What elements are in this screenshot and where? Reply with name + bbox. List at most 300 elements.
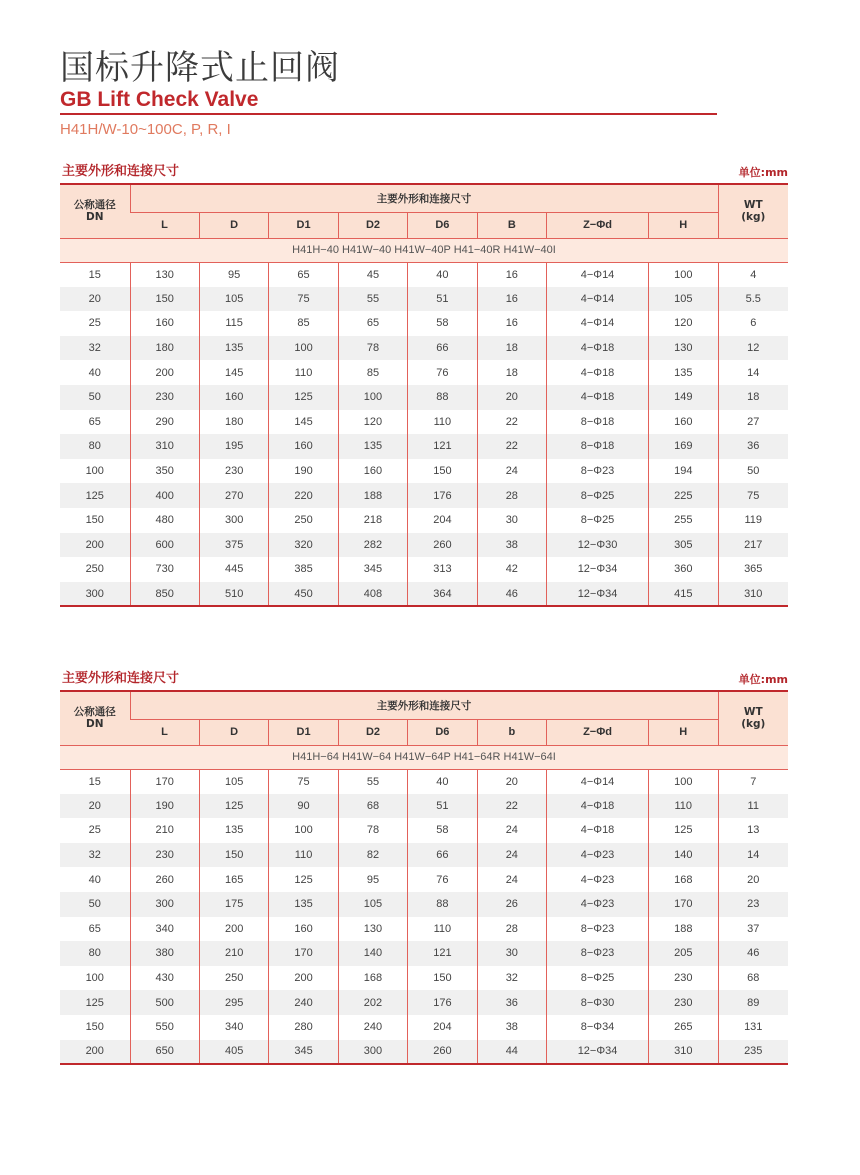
table-cell: 76	[408, 360, 477, 385]
column-header: L	[130, 212, 199, 238]
table-row	[60, 794, 788, 819]
table-cell: 140	[649, 843, 718, 868]
unit-label: 单位:mm	[738, 673, 788, 686]
table-cell: 12−Φ30	[547, 533, 649, 558]
table-cell: 149	[649, 385, 718, 410]
table-cell: 280	[269, 1015, 338, 1040]
column-header: H	[649, 212, 718, 238]
table-cell: 8−Φ25	[547, 966, 649, 991]
table-cell: 194	[649, 459, 718, 484]
table-cell: 76	[408, 867, 477, 892]
table-cell: 4−Φ14	[547, 262, 649, 287]
table-cell: 180	[199, 410, 268, 435]
model-range: H41H/W-10~100C, P, R, I	[60, 121, 231, 138]
table-cell: 265	[649, 1015, 718, 1040]
table-row	[60, 410, 788, 435]
table-cell: 313	[408, 557, 477, 582]
table-cell: 150	[85, 514, 104, 527]
table-row	[60, 508, 788, 533]
table-cell: 51	[408, 287, 477, 312]
table-cell: 4	[718, 262, 788, 287]
table-cell: 145	[269, 410, 338, 435]
table-cell: 364	[408, 582, 477, 607]
table-cell: 480	[130, 508, 199, 533]
table-cell: 170	[649, 892, 718, 917]
table-cell: 160	[338, 459, 407, 484]
table-cell: 120	[649, 311, 718, 336]
table-cell: 4−Φ23	[547, 892, 649, 917]
table-cell: 8−Φ23	[547, 941, 649, 966]
table-cell: 50	[60, 385, 130, 410]
table-cell: 32	[60, 336, 130, 361]
table-cell: 125	[60, 990, 130, 1015]
table-cell: 38	[477, 1015, 546, 1040]
table-cell: 210	[130, 818, 199, 843]
table-row	[60, 867, 788, 892]
table-cell: 100	[338, 385, 407, 410]
table-cell: 105	[199, 287, 268, 312]
table-cell: 8−Φ25	[547, 508, 649, 533]
table-cell: 100	[269, 336, 338, 361]
table-cell: 255	[649, 508, 718, 533]
table-cell: 131	[718, 1015, 788, 1040]
table-cell: 115	[199, 311, 268, 336]
table-cell: 12	[718, 336, 788, 361]
table-cell: 38	[477, 533, 546, 558]
table-cell: 150	[130, 287, 199, 312]
table-cell: 46	[718, 941, 788, 966]
table-cell: 150	[199, 843, 268, 868]
column-header: D2	[338, 719, 407, 745]
table-cell: 75	[718, 483, 788, 508]
table-cell: 176	[408, 990, 477, 1015]
table-cell: 85	[338, 360, 407, 385]
table-cell: 170	[130, 769, 199, 794]
table-cell: 32	[477, 966, 546, 991]
table-cell: 290	[130, 410, 199, 435]
table-cell: 230	[199, 459, 268, 484]
table-cell: 45	[338, 262, 407, 287]
table-cell: 250	[199, 966, 268, 991]
table-cell: 200	[199, 917, 268, 942]
table-cell: 90	[269, 794, 338, 819]
table-row	[60, 434, 788, 459]
table-cell: 250	[85, 563, 104, 576]
table-cell: 24	[477, 818, 546, 843]
table-cell: 135	[199, 336, 268, 361]
table-cell: 110	[649, 794, 718, 819]
table-cell: 210	[199, 941, 268, 966]
dimension-table-pn40	[60, 183, 788, 607]
table-row	[60, 483, 788, 508]
table-row	[60, 917, 788, 942]
table-cell: 260	[408, 1040, 477, 1065]
table-cell: 200	[269, 966, 338, 991]
table-cell: 25	[88, 317, 101, 330]
unit-label: 单位:mm	[738, 166, 788, 179]
table-cell: 6	[718, 311, 788, 336]
table-cell: 150	[408, 459, 477, 484]
table-cell: 58	[408, 311, 477, 336]
table-cell: 4−Φ14	[547, 769, 649, 794]
table-cell: 12−Φ34	[547, 582, 649, 607]
section-title: 主要外形和连接尺寸	[62, 164, 180, 179]
table-cell: 450	[269, 582, 338, 607]
table-cell: 121	[408, 941, 477, 966]
table-cell: 4−Φ18	[547, 794, 649, 819]
table-cell: 130	[649, 336, 718, 361]
table-cell: 345	[269, 1040, 338, 1065]
table-row	[60, 287, 788, 312]
table-cell: 50	[60, 892, 130, 917]
table-cell: 125	[60, 483, 130, 508]
table-cell: 600	[130, 533, 199, 558]
table-cell: 168	[649, 867, 718, 892]
table-cell: 205	[649, 941, 718, 966]
weight-header: WT (kg)	[718, 184, 788, 238]
table-cell: 119	[718, 508, 788, 533]
table-cell: 380	[130, 941, 199, 966]
table-cell: 14	[718, 843, 788, 868]
table-cell: 4−Φ18	[547, 385, 649, 410]
table-row	[60, 941, 788, 966]
table-cell: 121	[408, 434, 477, 459]
table-cell: 300	[338, 1040, 407, 1065]
table-cell: 160	[269, 434, 338, 459]
section-header-2	[60, 667, 788, 687]
table-cell: 415	[649, 582, 718, 607]
table-cell: 24	[477, 843, 546, 868]
table-cell: 130	[130, 262, 199, 287]
table-cell: 7	[718, 769, 788, 794]
table-cell: 135	[649, 360, 718, 385]
table-cell: 160	[199, 385, 268, 410]
table-cell: 100	[649, 769, 718, 794]
table-cell: 78	[338, 818, 407, 843]
group-header: 主要外形和连接尺寸	[130, 691, 718, 719]
table-cell: 8−Φ18	[547, 434, 649, 459]
table-cell: 500	[130, 990, 199, 1015]
table-cell: 100	[649, 262, 718, 287]
table-row	[60, 582, 788, 607]
table-cell: 850	[130, 582, 199, 607]
section-header-1	[60, 160, 788, 180]
table-row	[60, 769, 788, 794]
table-cell: 75	[269, 287, 338, 312]
table-cell: 20	[60, 287, 130, 312]
table-cell: 26	[477, 892, 546, 917]
table-row	[60, 385, 788, 410]
table-cell: 204	[408, 1015, 477, 1040]
table-cell: 88	[408, 892, 477, 917]
table-cell: 188	[338, 483, 407, 508]
table-cell: 8−Φ23	[547, 917, 649, 942]
table-cell: 4−Φ18	[547, 360, 649, 385]
table-cell: 23	[718, 892, 788, 917]
table-cell: 4−Φ18	[547, 336, 649, 361]
table-cell: 40	[408, 769, 477, 794]
table-cell: 80	[60, 434, 130, 459]
table-cell: 218	[338, 508, 407, 533]
table-cell: 169	[649, 434, 718, 459]
column-header: D6	[408, 212, 477, 238]
table-row	[60, 557, 788, 582]
table-cell: 105	[649, 287, 718, 312]
table-cell: 260	[408, 533, 477, 558]
table-cell: 22	[477, 794, 546, 819]
table-cell: 375	[199, 533, 268, 558]
table-cell: 80	[60, 941, 130, 966]
section-title: 主要外形和连接尺寸	[62, 671, 180, 686]
table-cell: 36	[477, 990, 546, 1015]
table-cell: 50	[718, 459, 788, 484]
table-cell: 125	[649, 818, 718, 843]
table-cell: 8−Φ18	[547, 410, 649, 435]
table-cell: 100	[269, 818, 338, 843]
table-cell: 55	[338, 287, 407, 312]
table-cell: 230	[130, 385, 199, 410]
table-cell: 22	[477, 434, 546, 459]
table-cell: 20	[477, 769, 546, 794]
table-cell: 135	[269, 892, 338, 917]
column-header: D6	[408, 719, 477, 745]
table-cell: 430	[130, 966, 199, 991]
table-cell: 140	[338, 941, 407, 966]
table-cell: 230	[649, 990, 718, 1015]
table-cell: 110	[269, 360, 338, 385]
table-cell: 730	[130, 557, 199, 582]
table-cell: 350	[130, 459, 199, 484]
dn-header: 公称通径 DN	[60, 184, 130, 238]
table-cell: 240	[269, 990, 338, 1015]
table-cell: 135	[199, 818, 268, 843]
table-cell: 30	[477, 941, 546, 966]
table-cell: 310	[718, 582, 788, 607]
table-cell: 300	[199, 508, 268, 533]
table-cell: 240	[338, 1015, 407, 1040]
table-cell: 11	[718, 794, 788, 819]
table-cell: 40	[88, 873, 101, 886]
table-cell: 100	[85, 972, 104, 985]
table-cell: 200	[60, 1040, 130, 1065]
page-title-chinese: 国标升降式止回阀	[60, 48, 340, 88]
table-cell: 15	[88, 775, 101, 788]
table-cell: 28	[477, 483, 546, 508]
table-cell: 125	[269, 867, 338, 892]
table-cell: 4−Φ14	[547, 287, 649, 312]
table-cell: 8−Φ23	[547, 459, 649, 484]
table-cell: 12−Φ34	[547, 1040, 649, 1065]
table-cell: 220	[269, 483, 338, 508]
table-cell: 22	[477, 410, 546, 435]
weight-header: WT (kg)	[718, 691, 788, 745]
table-row	[60, 262, 788, 287]
table-cell: 345	[338, 557, 407, 582]
table-cell: 160	[130, 311, 199, 336]
table-cell: 310	[649, 1040, 718, 1065]
table-cell: 4−Φ14	[547, 311, 649, 336]
column-header: D	[199, 212, 268, 238]
table-cell: 82	[338, 843, 407, 868]
title-divider	[60, 113, 717, 115]
table-cell: 282	[338, 533, 407, 558]
dn-header: 公称通径 DN	[60, 691, 130, 745]
table-cell: 24	[477, 459, 546, 484]
table-row	[60, 892, 788, 917]
table-cell: 150	[85, 1021, 104, 1034]
table-cell: 14	[718, 360, 788, 385]
table-cell: 320	[269, 533, 338, 558]
table-row	[60, 966, 788, 991]
table-cell: 120	[338, 410, 407, 435]
table-cell: 66	[408, 336, 477, 361]
table-cell: 150	[408, 966, 477, 991]
column-header: D2	[338, 212, 407, 238]
table-row	[60, 843, 788, 868]
table-cell: 230	[130, 843, 199, 868]
table-cell: 89	[718, 990, 788, 1015]
table-cell: 65	[338, 311, 407, 336]
table-cell: 190	[130, 794, 199, 819]
table-cell: 550	[130, 1015, 199, 1040]
table-cell: 110	[408, 917, 477, 942]
table-cell: 15	[88, 268, 101, 281]
table-cell: 46	[477, 582, 546, 607]
table-cell: 188	[649, 917, 718, 942]
table-cell: 310	[130, 434, 199, 459]
model-row: H41H−40 H41W−40 H41W−40P H41−40R H41W−40I	[60, 238, 788, 262]
page-title-english: GB Lift Check Valve	[60, 88, 259, 111]
table-cell: 176	[408, 483, 477, 508]
table-cell: 36	[718, 434, 788, 459]
table-cell: 125	[269, 385, 338, 410]
table-cell: 217	[718, 533, 788, 558]
table-cell: 88	[408, 385, 477, 410]
table-cell: 4−Φ18	[547, 818, 649, 843]
table-cell: 8−Φ25	[547, 483, 649, 508]
column-header: H	[649, 719, 718, 745]
table-cell: 5.5	[718, 287, 788, 312]
table-cell: 200	[60, 533, 130, 558]
table-cell: 40	[408, 262, 477, 287]
column-header: D	[199, 719, 268, 745]
table-cell: 78	[338, 336, 407, 361]
table-row	[60, 459, 788, 484]
table-row	[60, 1015, 788, 1040]
table-cell: 160	[649, 410, 718, 435]
table-cell: 168	[338, 966, 407, 991]
table-cell: 135	[338, 434, 407, 459]
table-cell: 195	[199, 434, 268, 459]
table-cell: 18	[718, 385, 788, 410]
table-cell: 12−Φ34	[547, 557, 649, 582]
table-cell: 65	[269, 262, 338, 287]
table-row	[60, 311, 788, 336]
table-row	[60, 533, 788, 558]
table-cell: 340	[130, 917, 199, 942]
table-row	[60, 990, 788, 1015]
table-cell: 30	[477, 508, 546, 533]
table-cell: 55	[338, 769, 407, 794]
table-cell: 110	[269, 843, 338, 868]
table-cell: 105	[199, 769, 268, 794]
column-header: D1	[269, 719, 338, 745]
table-cell: 300	[60, 582, 130, 607]
table-cell: 4−Φ23	[547, 843, 649, 868]
table-cell: 40	[88, 366, 101, 379]
table-cell: 8−Φ30	[547, 990, 649, 1015]
table-cell: 18	[477, 336, 546, 361]
table-cell: 75	[269, 769, 338, 794]
table-cell: 95	[338, 867, 407, 892]
table-cell: 20	[60, 794, 130, 819]
table-cell: 160	[269, 917, 338, 942]
column-header: b	[477, 719, 546, 745]
table-cell: 510	[199, 582, 268, 607]
table-cell: 180	[130, 336, 199, 361]
table-cell: 190	[269, 459, 338, 484]
table-cell: 66	[408, 843, 477, 868]
table-cell: 400	[130, 483, 199, 508]
table-cell: 20	[718, 867, 788, 892]
table-cell: 225	[649, 483, 718, 508]
table-cell: 305	[649, 533, 718, 558]
table-cell: 24	[477, 867, 546, 892]
table-cell: 18	[477, 360, 546, 385]
table-cell: 20	[477, 385, 546, 410]
table-cell: 445	[199, 557, 268, 582]
table-row	[60, 1040, 788, 1065]
table-cell: 270	[199, 483, 268, 508]
table-cell: 235	[718, 1040, 788, 1065]
table-cell: 16	[477, 262, 546, 287]
table-cell: 125	[199, 794, 268, 819]
table-cell: 16	[477, 311, 546, 336]
column-header: L	[130, 719, 199, 745]
table-cell: 68	[338, 794, 407, 819]
table-cell: 25	[88, 824, 101, 837]
table-cell: 4−Φ23	[547, 867, 649, 892]
table-cell: 42	[477, 557, 546, 582]
column-header: Z−Φd	[547, 212, 649, 238]
table-cell: 8−Φ34	[547, 1015, 649, 1040]
table-cell: 250	[269, 508, 338, 533]
table-cell: 408	[338, 582, 407, 607]
table-cell: 44	[477, 1040, 546, 1065]
table-cell: 340	[199, 1015, 268, 1040]
table-cell: 204	[408, 508, 477, 533]
table-cell: 32	[60, 843, 130, 868]
table-cell: 365	[718, 557, 788, 582]
table-row	[60, 336, 788, 361]
column-header: B	[477, 212, 546, 238]
table-cell: 65	[88, 922, 101, 935]
table-cell: 58	[408, 818, 477, 843]
model-row: H41H−64 H41W−64 H41W−64P H41−64R H41W−64I	[60, 745, 788, 769]
table-cell: 110	[408, 410, 477, 435]
table-row	[60, 360, 788, 385]
group-header: 主要外形和连接尺寸	[130, 184, 718, 212]
dimension-table-pn64	[60, 690, 788, 1065]
table-cell: 100	[85, 465, 104, 478]
table-cell: 405	[199, 1040, 268, 1065]
table-cell: 260	[130, 867, 199, 892]
table-cell: 202	[338, 990, 407, 1015]
table-cell: 27	[718, 410, 788, 435]
table-cell: 165	[199, 867, 268, 892]
table-cell: 95	[199, 262, 268, 287]
table-cell: 145	[199, 360, 268, 385]
